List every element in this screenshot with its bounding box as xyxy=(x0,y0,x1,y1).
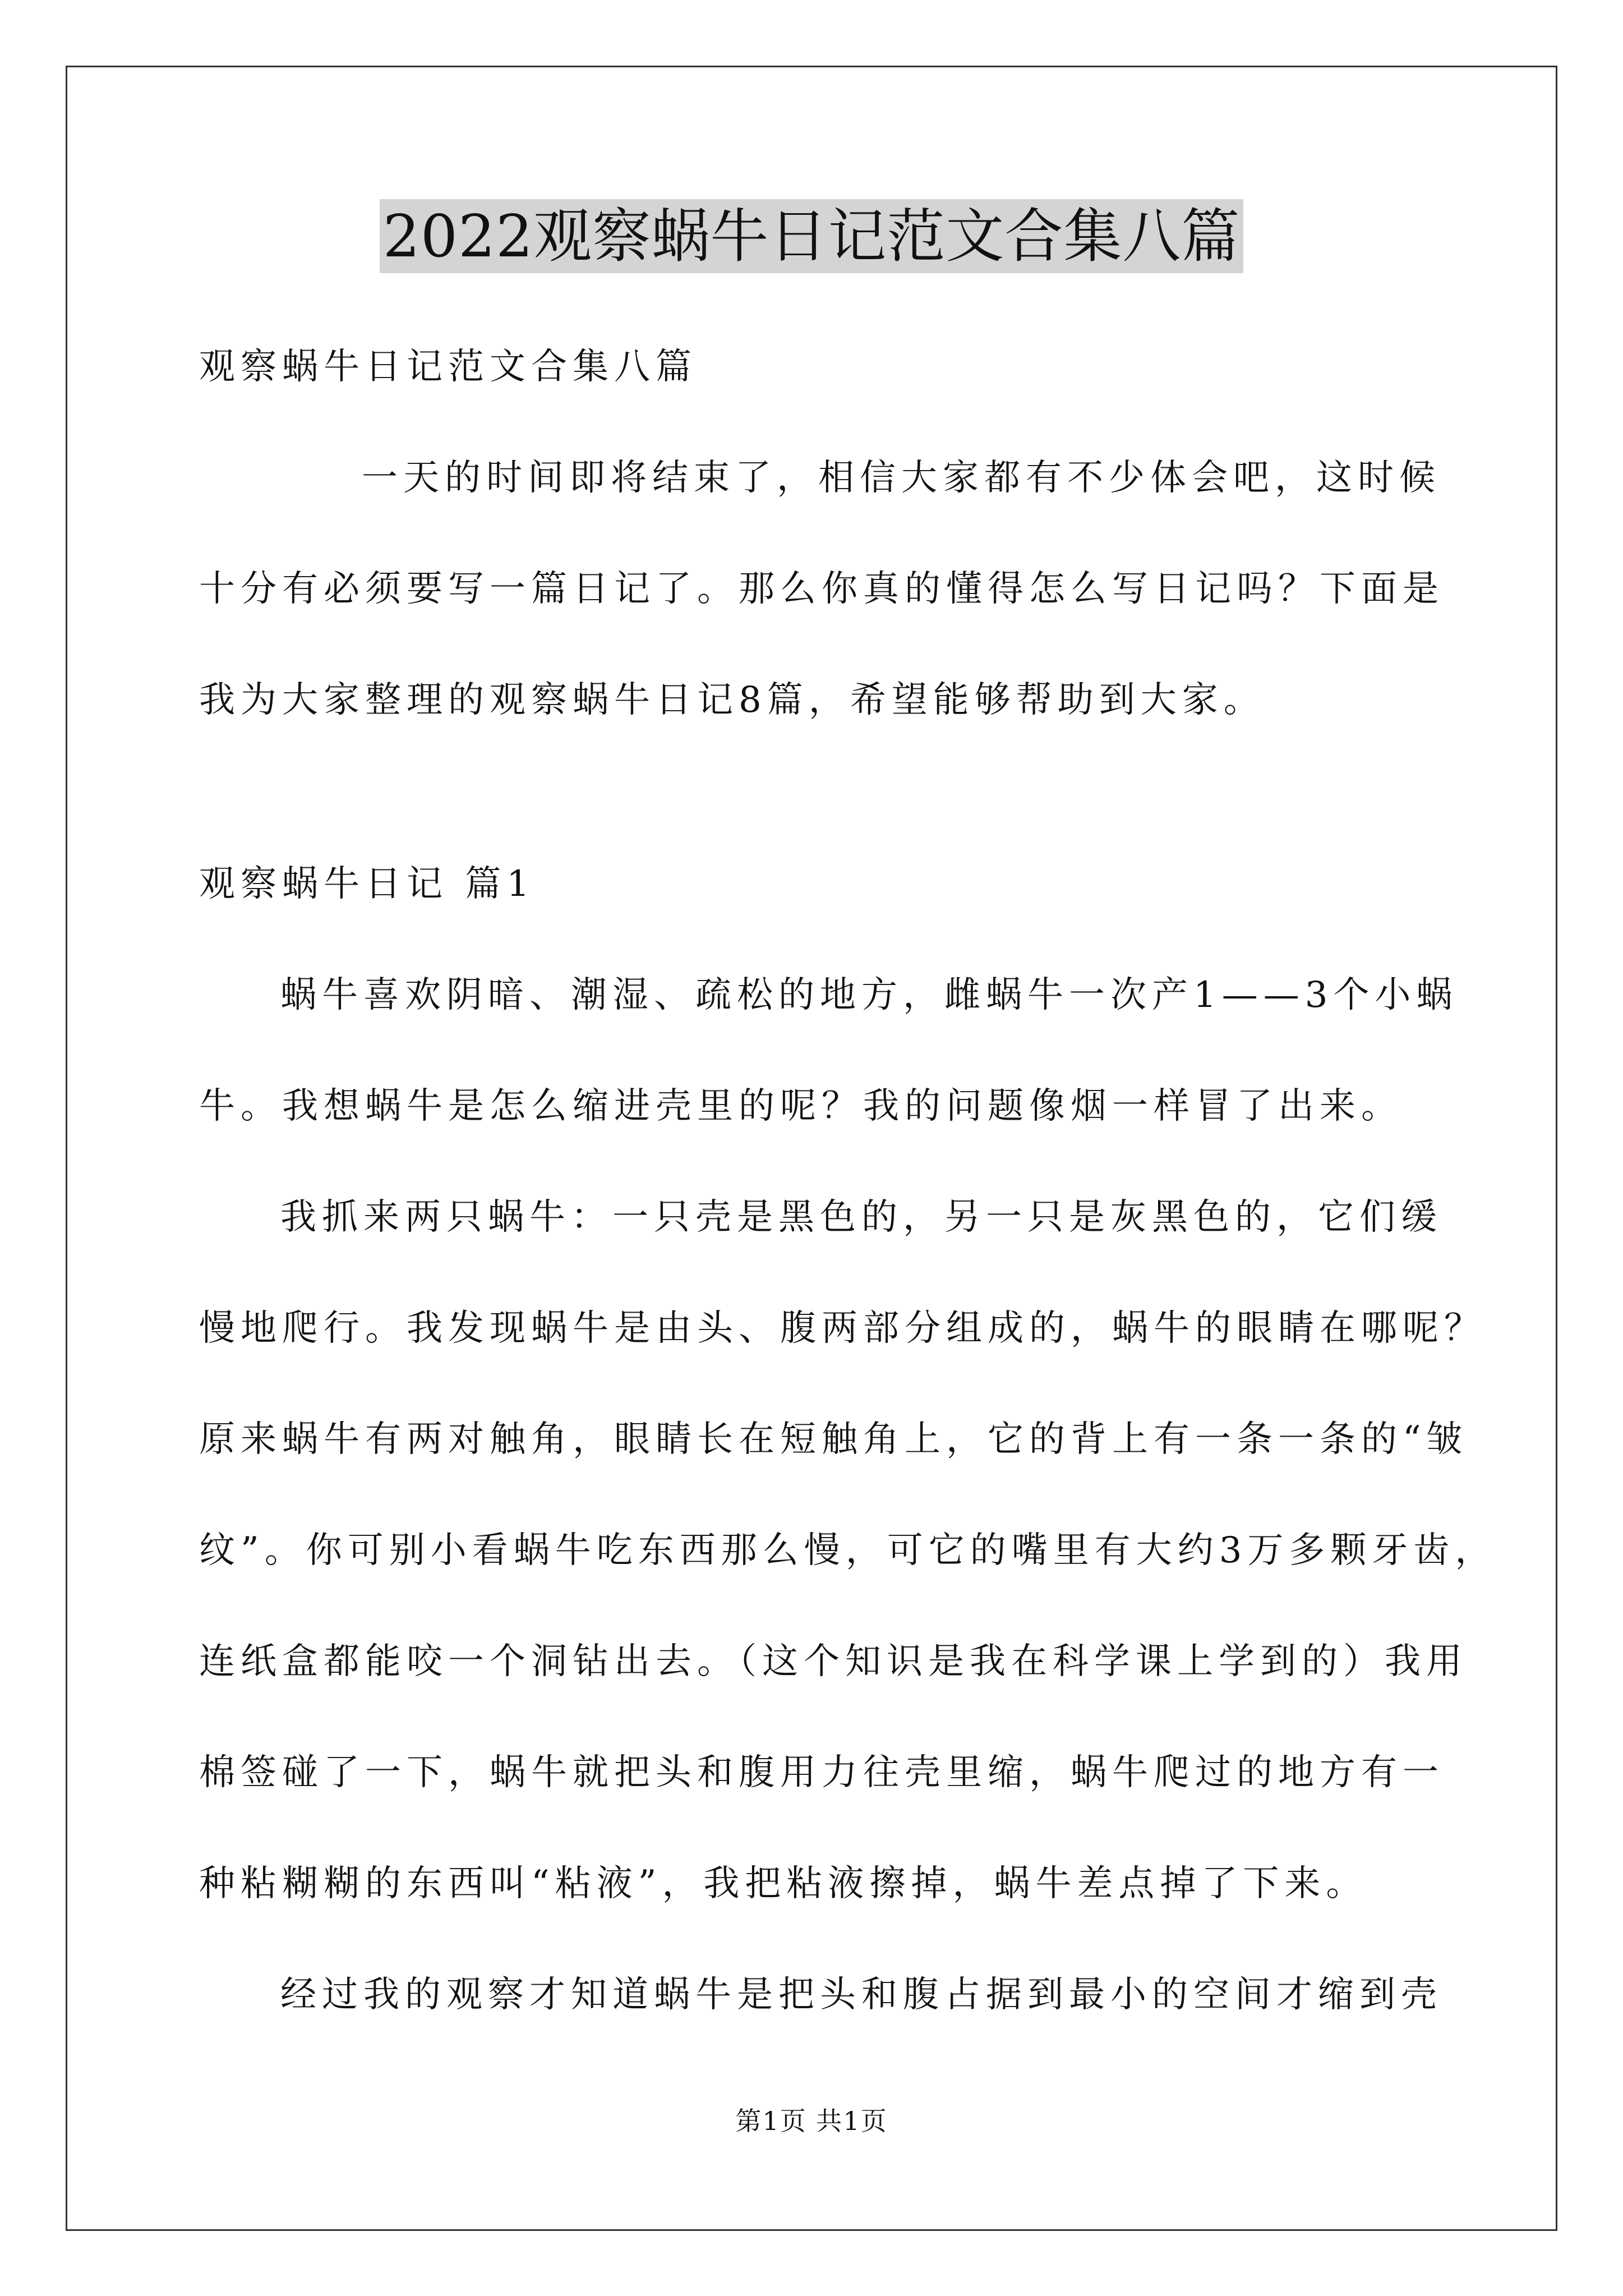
intro-line: 我为大家整理的观察蜗牛日记8篇，希望能够帮助到大家。 xyxy=(199,679,1265,721)
body-line: 种粘糊糊的东西叫“粘液”，我把粘液擦掉，蜗牛差点掉了下来。 xyxy=(199,1863,1368,1904)
body-line: 连纸盒都能咬一个洞钻出去。（这个知识是我在科学课上学到的）我用 xyxy=(199,1641,1468,1682)
spacer xyxy=(199,756,1433,829)
body-line: 经过我的观察才知道蜗牛是把头和腹占据到最小的空间才缩到壳 xyxy=(280,1974,1442,2016)
intro-line: 一天的时间即将结束了，相信大家都有不少体会吧，这时候 xyxy=(362,457,1441,499)
body-line: 原来蜗牛有两对触角，眼睛长在短触角上，它的背上有一条一条的“皱 xyxy=(199,1419,1468,1460)
page-footer: 第1页 共1页 xyxy=(735,2106,888,2136)
body-line: 牛。我想蜗牛是怎么缩进壳里的呢？我的问题像烟一样冒了出来。 xyxy=(199,1085,1403,1127)
body-line: 蜗牛喜欢阴暗、潮湿、疏松的地方，雌蜗牛一次产1——3个小蜗 xyxy=(280,974,1458,1016)
body-line: 纹”。你可别小看蜗牛吃东西那么慢，可它的嘴里有大约3万多颗牙齿， xyxy=(199,1530,1497,1571)
document-body xyxy=(199,311,1497,2050)
body-line: 慢地爬行。我发现蜗牛是由头、腹两部分组成的，蜗牛的眼睛在哪呢？ xyxy=(199,1308,1486,1349)
section-heading: 观察蜗牛日记 篇1 xyxy=(199,863,536,905)
body-line: 我抓来两只蜗牛：一只壳是黑色的，另一只是灰黑色的，它们缓 xyxy=(280,1197,1442,1238)
document-subtitle: 观察蜗牛日记范文合集八篇 xyxy=(199,346,697,388)
document-title: 2022观察蜗牛日记范文合集八篇 xyxy=(380,199,1244,273)
intro-line: 十分有必须要写一篇日记了。那么你真的懂得怎么写日记吗？下面是 xyxy=(199,568,1444,610)
body-line: 棉签碰了一下，蜗牛就把头和腹用力往壳里缩，蜗牛爬过的地方有一 xyxy=(199,1752,1444,1793)
title-container xyxy=(0,199,1623,273)
